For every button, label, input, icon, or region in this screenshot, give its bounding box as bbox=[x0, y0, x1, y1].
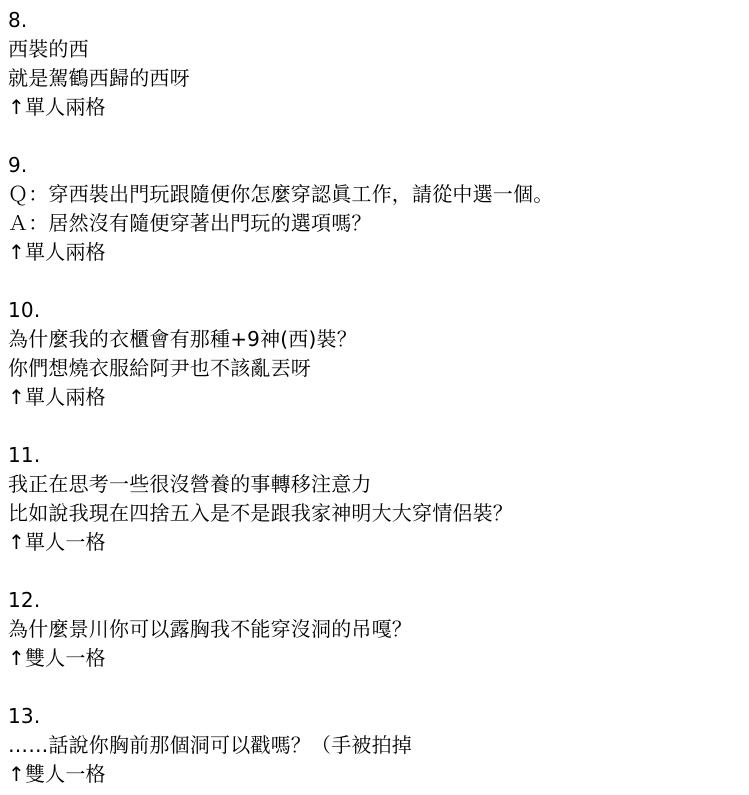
text-line: ……話說你胸前那個洞可以戳嗎？（手被拍掉 bbox=[8, 733, 412, 757]
section-number: 13. bbox=[8, 704, 41, 728]
section-number: 8. bbox=[8, 8, 28, 32]
blank-line bbox=[8, 673, 749, 702]
section-13 bbox=[8, 702, 749, 789]
section-number: 10. bbox=[8, 298, 41, 322]
section-8 bbox=[8, 6, 749, 151]
panel-note: ↑雙人一格 bbox=[8, 762, 106, 786]
section-number: 12. bbox=[8, 588, 41, 612]
section-number: 11. bbox=[8, 443, 41, 467]
blank-line bbox=[8, 267, 749, 296]
blank-line bbox=[8, 557, 749, 586]
text-line: 就是駕鶴西歸的西呀 bbox=[8, 66, 190, 90]
section-number: 9. bbox=[8, 153, 28, 177]
panel-note: ↑雙人一格 bbox=[8, 646, 106, 670]
panel-note: ↑單人兩格 bbox=[8, 240, 106, 264]
question-line: Ｑ：穿西裝出門玩跟隨便你怎麼穿認眞工作，請從中選一個。 bbox=[8, 182, 554, 206]
blank-line bbox=[8, 122, 749, 151]
answer-line: Ａ：居然沒有隨便穿著出門玩的選項嗎？ bbox=[8, 211, 372, 235]
section-11 bbox=[8, 441, 749, 586]
text-line: 我正在思考一些很沒營養的事轉移注意力 bbox=[8, 472, 372, 496]
section-9 bbox=[8, 151, 749, 296]
panel-note: ↑單人兩格 bbox=[8, 95, 106, 119]
text-line: 比如說我現在四捨五入是不是跟我家神明大大穿情侶裝？ bbox=[8, 501, 513, 525]
panel-note: ↑單人兩格 bbox=[8, 385, 106, 409]
text-line: 西裝的西 bbox=[8, 37, 89, 61]
section-10 bbox=[8, 296, 749, 441]
text-line: 為什麼我的衣櫃會有那種+9神(西)裝？ bbox=[8, 327, 357, 351]
text-line: 你們想燒衣服給阿尹也不該亂丟呀 bbox=[8, 356, 311, 380]
section-12 bbox=[8, 586, 749, 702]
blank-line bbox=[8, 412, 749, 441]
text-line: 為什麼景川你可以露胸我不能穿沒洞的吊嘎？ bbox=[8, 617, 412, 641]
panel-note: ↑單人一格 bbox=[8, 530, 106, 554]
